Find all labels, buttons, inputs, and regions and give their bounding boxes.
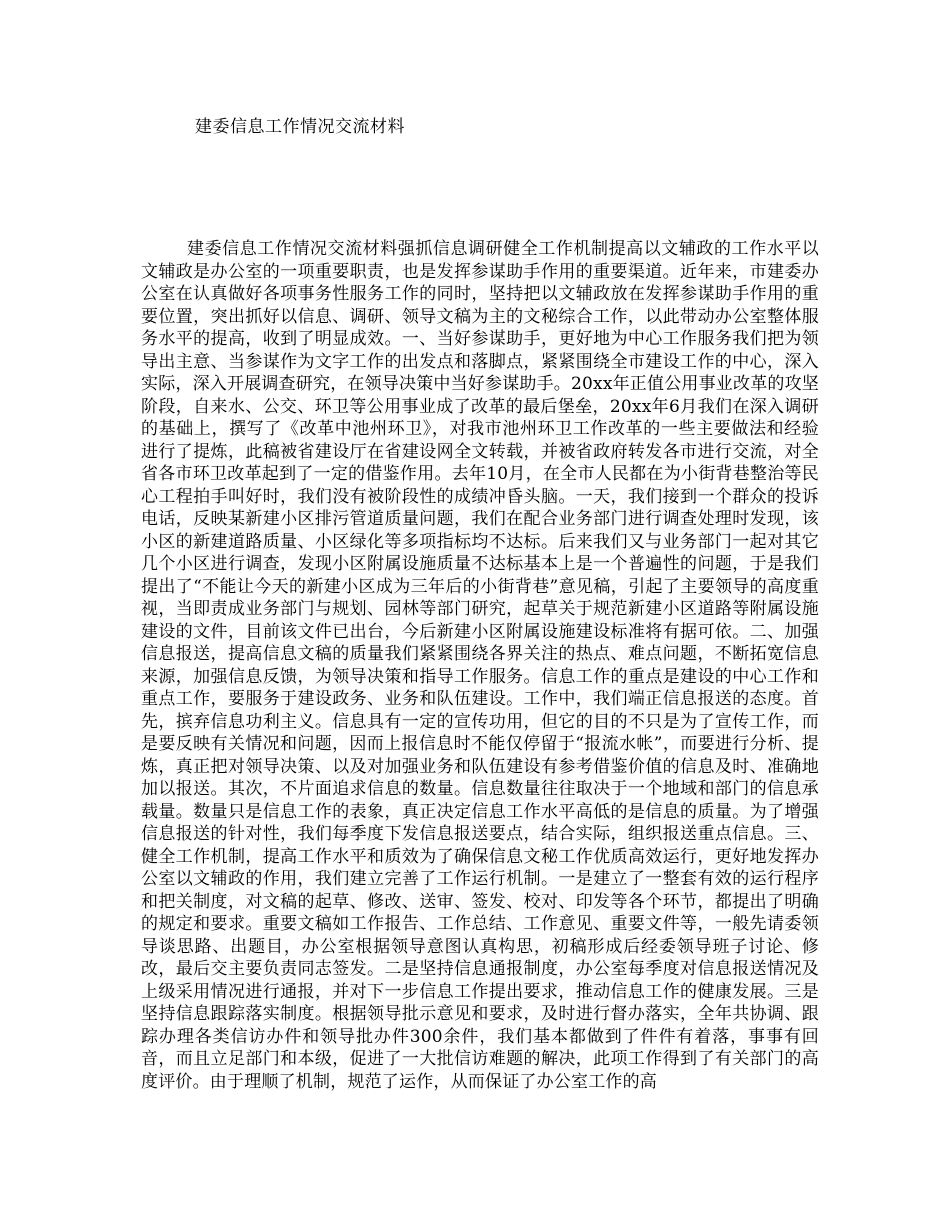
document-title: 建委信息工作情况交流材料 [195, 117, 405, 137]
document-body-paragraph: 建委信息工作情况交流材料强抓信息调研健全工作机制提高以文辅政的工作水平以文辅政是办公室的一项重要职责，也是发挥参谋助手作用的重要渠道。近年来，市建委办公室在认真做好各项事务性服务工作的同时，坚持把以文辅政放在发挥参谋助手作用的重要位置，突出抓好以信息、调研、领导文稿为主的文秘综合工作，以此带动办公室整体服务水平的提高，收到了明显成效。一、当好参谋助手，更好地为中心工作服务我们把为领导出主意、当参谋作为文字工作的出发点和落脚点，紧紧围绕全市建设工作的中心，深入实际，深入开展调查研究，在领导决策中当好参谋助手。20xx年正值公用事业改革的攻坚阶段，自来水、公交、环卫等公用事业成了改革的最后堡垒，20xx年6月我们在深入调研的基础上，撰写了《改革中池州环卫》，对我市池州环卫工作改革的一些主要做法和经验进行了提炼，此稿被省建设厅在省建设网全文转载，并被省政府转发各市进行交流，对全省各市环卫改革起到了一定的借鉴作用。去年10月，在全市人民都在为小街背巷整治等民心工程拍手叫好时，我们没有被阶段性的成绩冲昏头脑。一天，我们接到一个群众的投诉电话，反映某新建小区排污管道质量问题，我们在配合业务部门进行调查处理时发现，该小区的新建道路质量、小区绿化等多项指标均不达标。后来我们又与业务部门一起对其它几个小区进行调查，发现小区附属设施质量不达标基本上是一个普遍性的问题，于是我们提出了“不能让今天的新建小区成为三年后的小街背巷”意见稿，引起了主要领导的高度重视，当即责成业务部门与规划、园林等部门研究，起草关于规范新建小区道路等附属设施建设的文件，目前该文件已出台，今后新建小区附属设施建设标准将有据可依。二、加强信息报送，提高信息文稿的质量我们紧紧围绕各界关注的热点、难点问题，不断拓宽信息来源，加强信息反馈，为领导决策和指导工作服务。信息工作的重点是建设的中心工作和重点工作，要服务于建设政务、业务和队伍建设。工作中，我们端正信息报送的态度。首先，摈弃信息功利主义。信息具有一定的宣传功用，但它的目的不只是为了宣传工作，而是要反映有关情况和问题，因而上报信息时不能仅停留于“报流水帐”，而要进行分析、提炼，真正把对领导决策、以及对加强业务和队伍建设有参考借鉴价值的信息及时、准确地加以报送。其次，不片面追求信息的数量。信息数量往往取决于一个地域和部门的信息承载量。数量只是信息工作的表象，真正决定信息工作水平高低的是信息的质量。为了增强信息报送的针对性，我们每季度下发信息报送要点，结合实际，组织报送重点信息。三、健全工作机制，提高工作水平和质效为了确保信息文秘工作优质高效运行，更好地发挥办公室以文辅政的作用，我们建立完善了工作运行机制。一是建立了一整套有效的运行程序和把关制度，对文稿的起草、修改、送审、签发、校对、印发等各个环节，都提出了明确的规定和要求。重要文稿如工作报告、工作总结、工作意见、重要文件等，一般先请委领导谈思路、出题目，办公室根据领导意图认真构思，初稿形成后经委领导班子讨论、修改，最后交主要负责同志签发。二是坚持信息通报制度，办公室每季度对信息报送情况及上级采用情况进行通报，并对下一步信息工作提出要求，推动信息工作的健康发展。三是坚持信息跟踪落实制度。根据领导批示意见和要求，及时进行督办落实，全年共协调、跟踪办理各类信访办件和领导批办件300余件，我们基本都做到了件件有着落，事事有回音，而且立足部门和本级，促进了一大批信访难题的解决，此项工作得到了有关部门的高度评价。由于理顺了机制，规范了运作，从而保证了办公室工作的高 [141, 239, 819, 1092]
